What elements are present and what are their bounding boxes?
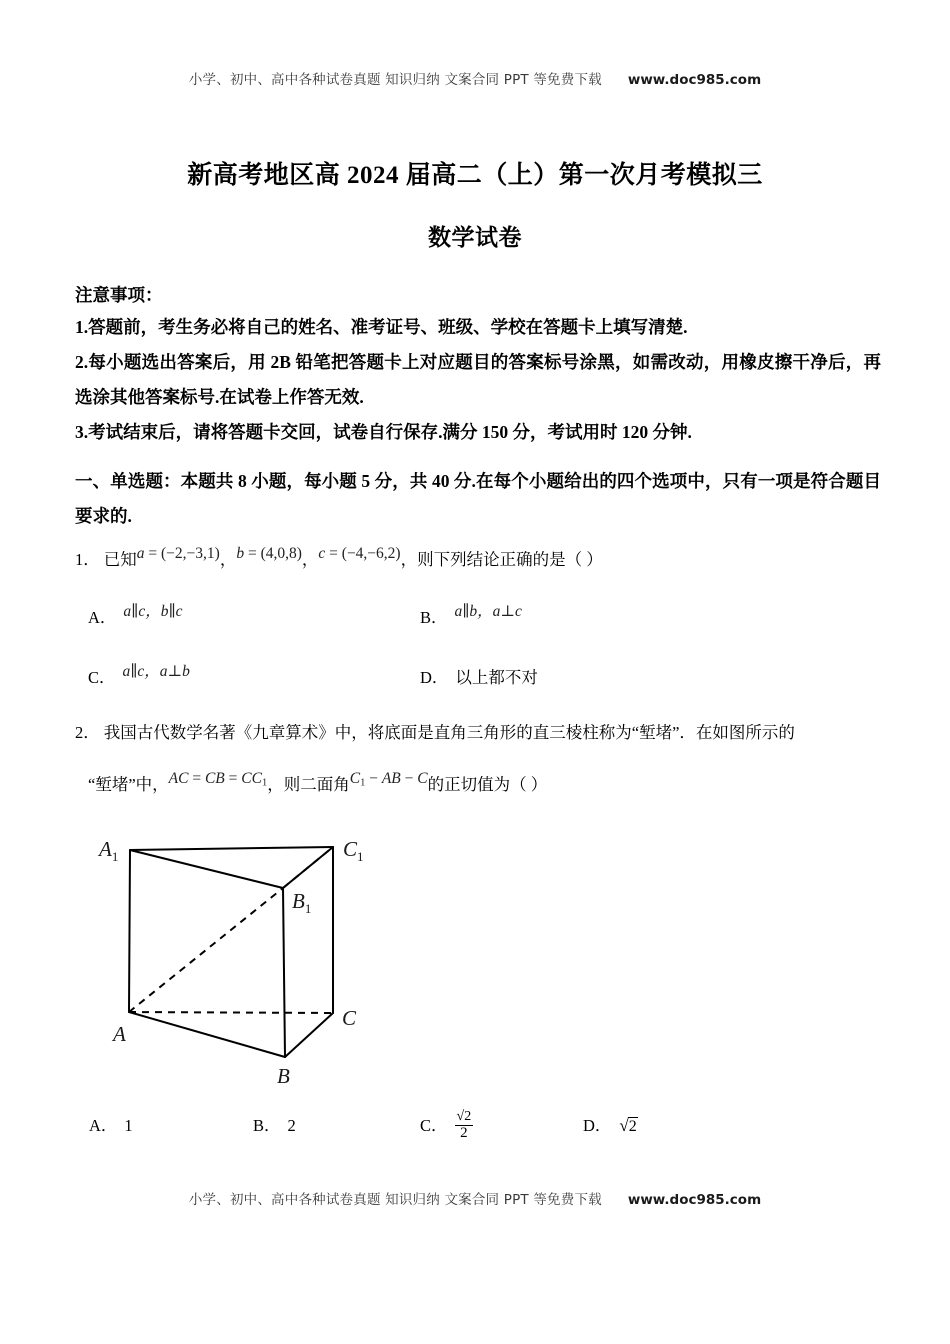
notice-heading: [75, 278, 881, 313]
question-2-option-b-text: 2: [287, 1116, 296, 1135]
question-1: [75, 545, 881, 576]
question-2-option-a[interactable]: [89, 1112, 133, 1136]
fraction-denominator: 2: [455, 1125, 474, 1142]
question-2-option-b[interactable]: [253, 1112, 296, 1136]
question-2-line2-lead: “堑堵”中，: [88, 775, 169, 794]
question-1-option-b-label: B．: [420, 608, 448, 627]
question-2-options-row: [75, 1109, 881, 1146]
comma-2: ，: [301, 550, 319, 569]
edge-A-B1-hidden: [129, 888, 283, 1012]
edge-A-C-hidden: [129, 1012, 333, 1013]
notice-item-3: 3.考试结束后，请将答题卡交回，试卷自行保存.满分 150 分，考试用时 120 分钟.: [75, 422, 692, 442]
question-1-vector-c: c = (−4,−6,2): [318, 545, 401, 562]
section-heading-single-choice: [75, 464, 881, 534]
page-header-text: 小学、初中、高中各种试卷真题 知识归纳 文案合同 PPT 等免费下载: [188, 72, 602, 88]
notice-item-1: 1.答题前，考生务必将自己的姓名、准考证号、班级、学校在答题卡上填写清楚.: [75, 317, 688, 337]
question-1-number: 1．: [75, 550, 100, 569]
question-1-option-c-text: a∥c，a⊥b: [122, 663, 190, 680]
question-1-vector-a: a = (−2,−3,1): [136, 545, 220, 562]
section-heading-text: 一、单选题：本题共 8 小题，每小题 5 分，共 40 分.在每个小题给出的四个选项中，只有一项是符合题目要求的.: [75, 471, 881, 526]
vertex-label-B1: $B_1$: [292, 889, 312, 916]
question-2-stem-line-1: [75, 718, 881, 748]
question-1-option-d[interactable]: [420, 664, 538, 688]
question-2-line2-inner: [88, 770, 881, 806]
question-2: [75, 718, 881, 748]
page-footer-url: www.doc985.com: [627, 1192, 762, 1208]
question-2-line1-text: 我国古代数学名著《九章算术》中，将底面是直角三角形的直三棱柱称为“堑堵”．在如图所示的: [103, 723, 795, 742]
sqrt-icon: √2: [619, 1116, 637, 1135]
question-2-stem-line-2: [88, 770, 881, 806]
question-1-options-row-1: [75, 604, 881, 638]
question-1-stem: [75, 545, 881, 576]
question-2-condition: AC = CB = $CC_1$: [168, 770, 268, 789]
notice-list: [75, 310, 881, 450]
page-footer-text: 小学、初中、高中各种试卷真题 知识归纳 文案合同 PPT 等免费下载: [188, 1192, 602, 1208]
question-2-option-c-label: C．: [420, 1116, 448, 1135]
question-2-line2-mid: ，则二面角: [267, 775, 350, 794]
vertex-label-C: C: [342, 1006, 357, 1030]
question-2-option-d-value: [618, 1116, 637, 1136]
edge-A1-B1: [130, 850, 283, 888]
edge-A1-C1: [130, 847, 333, 850]
page-subtitle: 数学试卷: [428, 225, 522, 250]
fraction-sqrt2-over-2: [455, 1110, 474, 1142]
question-2-option-a-text: 1: [124, 1116, 133, 1135]
question-2-dihedral-angle: $C_1$ − AB − C: [349, 770, 428, 789]
question-1-option-d-text: 以上都不对: [455, 668, 538, 687]
comma-1: ，: [219, 550, 237, 569]
question-1-stem-lead: 已知: [103, 550, 137, 569]
question-2-option-d[interactable]: [583, 1112, 638, 1136]
question-1-options-row-2: [75, 664, 881, 698]
question-1-option-a-label: A．: [88, 608, 117, 627]
prism-solid-edges: [129, 847, 333, 1057]
vertex-label-B: B: [277, 1064, 290, 1088]
question-1-option-c-label: C．: [88, 668, 116, 687]
edge-A1-A: [129, 850, 130, 1012]
fraction-numerator: √2: [456, 1109, 472, 1125]
edge-A-B: [129, 1012, 285, 1057]
question-2-number: 2．: [75, 723, 100, 742]
figure-triangular-prism: [85, 828, 385, 1088]
notice-heading-text: 注意事项：: [75, 285, 163, 305]
question-2-line2-tail: 的正切值为（ ）: [427, 775, 548, 794]
page-title: 新高考地区高 2024 届高二（上）第一次月考模拟三: [187, 162, 763, 189]
page-header-url: www.doc985.com: [627, 72, 762, 88]
question-1-option-d-label: D．: [420, 668, 449, 687]
edge-B-C: [285, 1013, 333, 1057]
question-1-option-b-text: a∥b，a⊥c: [454, 603, 522, 620]
page-header: [0, 68, 950, 88]
sqrt-radicand: 2: [628, 1118, 637, 1135]
page-footer: [0, 1188, 950, 1208]
question-1-option-a-text: a∥c，b∥c: [123, 603, 183, 620]
question-2-option-c[interactable]: [420, 1109, 473, 1145]
edge-B1-B: [283, 888, 285, 1057]
vertex-label-C1: $C_1$: [343, 837, 364, 864]
question-2-option-d-label: D．: [583, 1116, 612, 1135]
notice-item-2: 2.每小题选出答案后，用 2B 铅笔把答题卡上对应题目的答案标号涂黑，如需改动，用橡皮擦干净后，再选涂其他答案标号.在试卷上作答无效.: [75, 352, 881, 407]
question-1-option-c[interactable]: [88, 664, 190, 688]
question-2-option-a-label: A．: [89, 1116, 118, 1135]
question-2-option-b-label: B．: [253, 1116, 281, 1135]
prism-svg: [85, 828, 385, 1088]
vertex-label-A1: $A_1$: [99, 837, 119, 864]
question-1-option-a[interactable]: [88, 604, 183, 628]
question-1-vector-b: b = (4,0,8): [236, 545, 302, 562]
vertex-label-A: A: [113, 1022, 126, 1046]
question-2-option-c-value: [455, 1109, 474, 1145]
question-1-option-b[interactable]: [420, 604, 522, 628]
question-1-stem-tail: ，则下列结论正确的是（ ）: [400, 550, 603, 569]
